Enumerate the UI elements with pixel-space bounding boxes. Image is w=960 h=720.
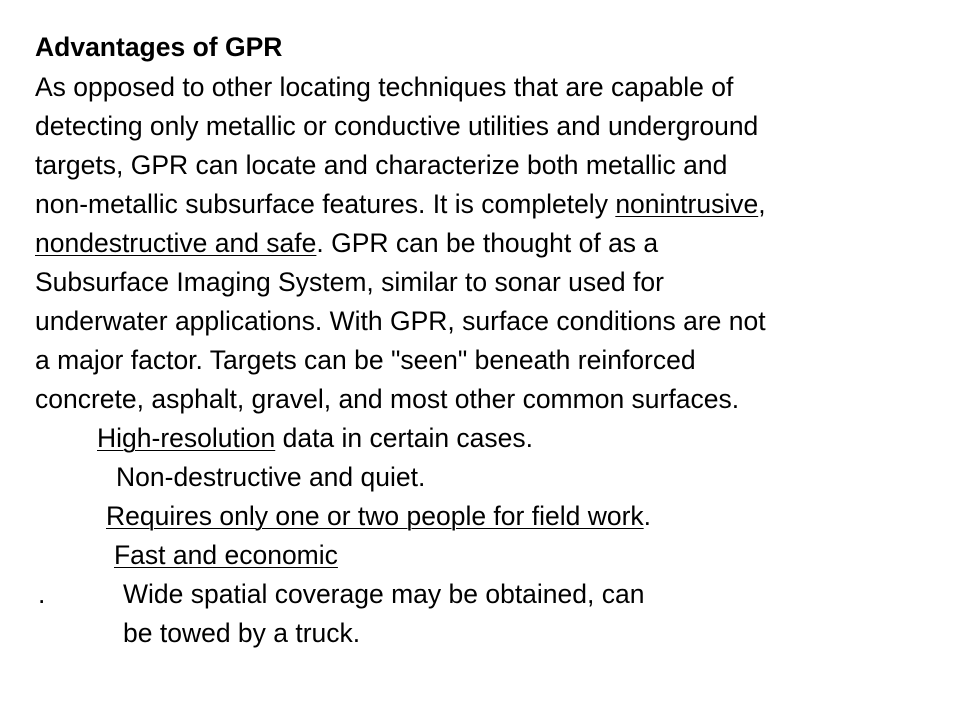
underlined-term-fast-economic: Fast and economic [114, 540, 338, 570]
slide-title: Advantages of GPR [35, 32, 283, 62]
list-item [114, 537, 338, 574]
paragraph-line: underwater applications. With GPR, surface conditions are not [35, 306, 766, 336]
underlined-term-nondestructive: nondestructive and safe [35, 228, 317, 258]
paragraph-text: . GPR can be thought of as a [316, 228, 659, 258]
list-item-text: . [643, 501, 652, 531]
list-item [97, 420, 533, 457]
paragraph-text: , [758, 189, 766, 219]
paragraph-line: concrete, asphalt, gravel, and most other common surfaces. [35, 384, 740, 414]
underlined-term-nonintrusive: nonintrusive [615, 189, 759, 219]
paragraph-line: As opposed to other locating techniques that are capable of [35, 72, 734, 102]
list-item-continuation: be towed by a truck. [123, 618, 361, 648]
paragraph-line: targets, GPR can locate and characterize both metallic and [35, 150, 728, 180]
paragraph-text: non-metallic subsurface features. It is completely [35, 189, 616, 219]
list-item-prefix: . [38, 579, 46, 609]
paragraph-line [35, 186, 766, 223]
paragraph-line: a major factor. Targets can be "seen" beneath reinforced [35, 345, 696, 375]
list-item-text: data in certain cases. [275, 423, 534, 453]
list-item: Wide spatial coverage may be obtained, can [123, 579, 645, 609]
list-item: Non-destructive and quiet. [116, 462, 426, 492]
underlined-term-high-resolution: High-resolution [97, 423, 276, 453]
underlined-term-requires-people: Requires only one or two people for field work [106, 501, 644, 531]
paragraph-line: Subsurface Imaging System, similar to sonar used for [35, 267, 664, 297]
paragraph-line [35, 225, 658, 262]
list-item [106, 498, 651, 535]
paragraph-line: detecting only metallic or conductive utilities and underground [35, 111, 759, 141]
